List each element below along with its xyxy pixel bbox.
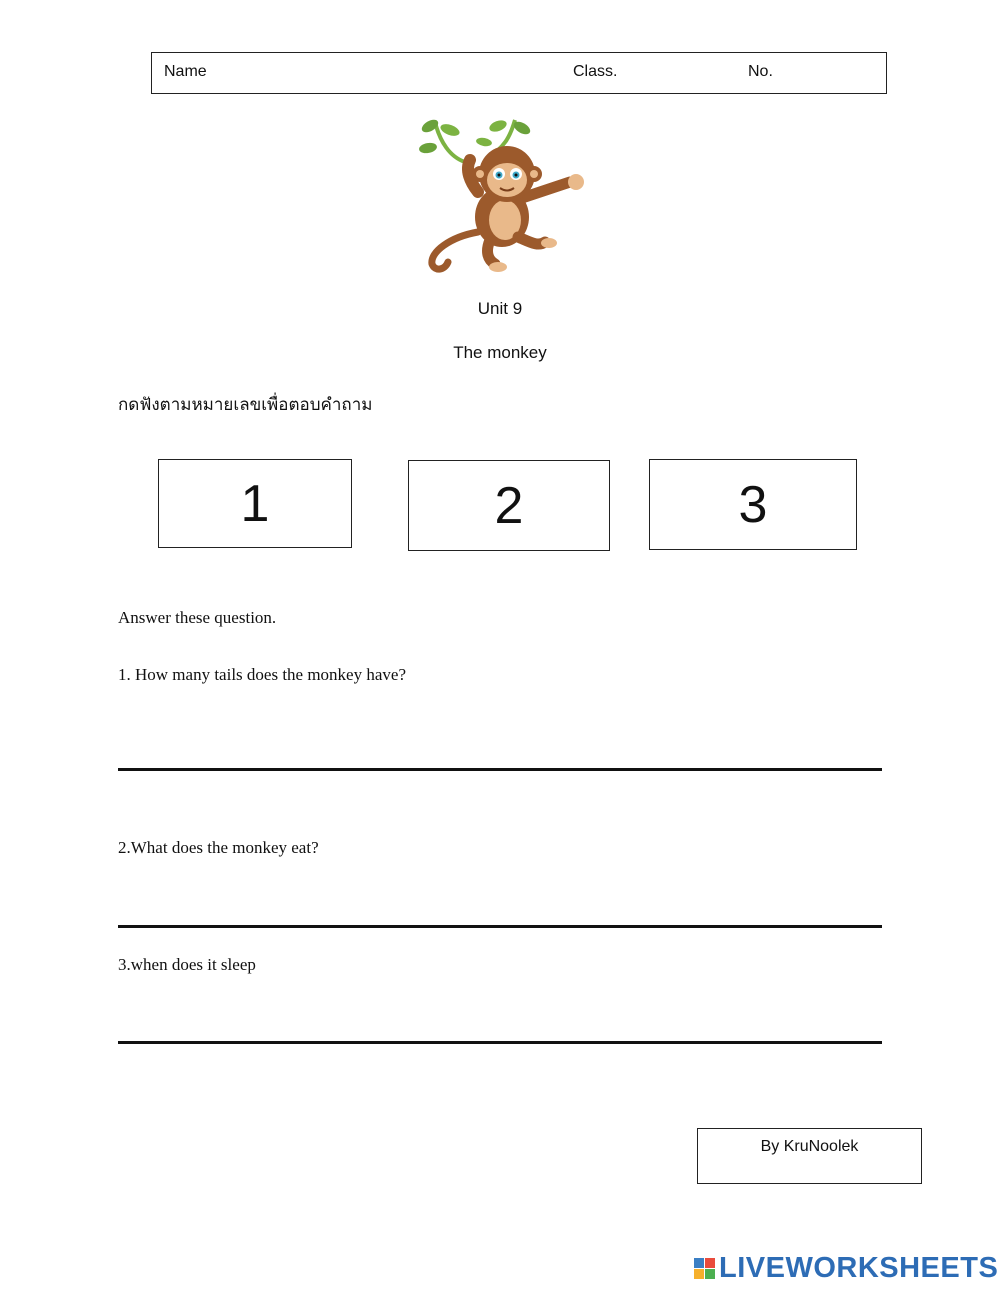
- liveworksheets-logo: [694, 1252, 998, 1284]
- monkey-illustration: [410, 112, 595, 277]
- number-label: No.: [748, 63, 773, 80]
- student-info-header: [151, 52, 887, 94]
- author-credit: By KruNoolek: [760, 1138, 859, 1155]
- class-label: Class.: [573, 63, 618, 80]
- unit-title: Unit 9: [477, 299, 523, 318]
- answer-line-2: [118, 925, 882, 928]
- question-2: 2.What does the monkey eat?: [118, 838, 319, 857]
- audio-button-3[interactable]: 3: [649, 459, 857, 550]
- answer-line-3: [118, 1041, 882, 1044]
- questions-heading: Answer these question.: [118, 608, 277, 627]
- liveworksheets-logo-icon: [694, 1258, 715, 1279]
- question-3: 3.when does it sleep: [118, 955, 256, 974]
- topic-title: The monkey: [453, 343, 547, 362]
- question-1: 1. How many tails does the monkey have?: [118, 665, 406, 684]
- liveworksheets-logo-text: LIVEWORKSHEETS: [719, 1251, 999, 1284]
- audio-button-2[interactable]: 2: [408, 460, 610, 551]
- name-label: Name: [164, 63, 207, 80]
- listening-instruction: กดฟังตามหมายเลขเพื่อตอบคำถาม: [118, 395, 373, 415]
- answer-line-1: [118, 768, 882, 771]
- author-credit-box: [697, 1128, 922, 1184]
- audio-button-1[interactable]: 1: [158, 459, 352, 548]
